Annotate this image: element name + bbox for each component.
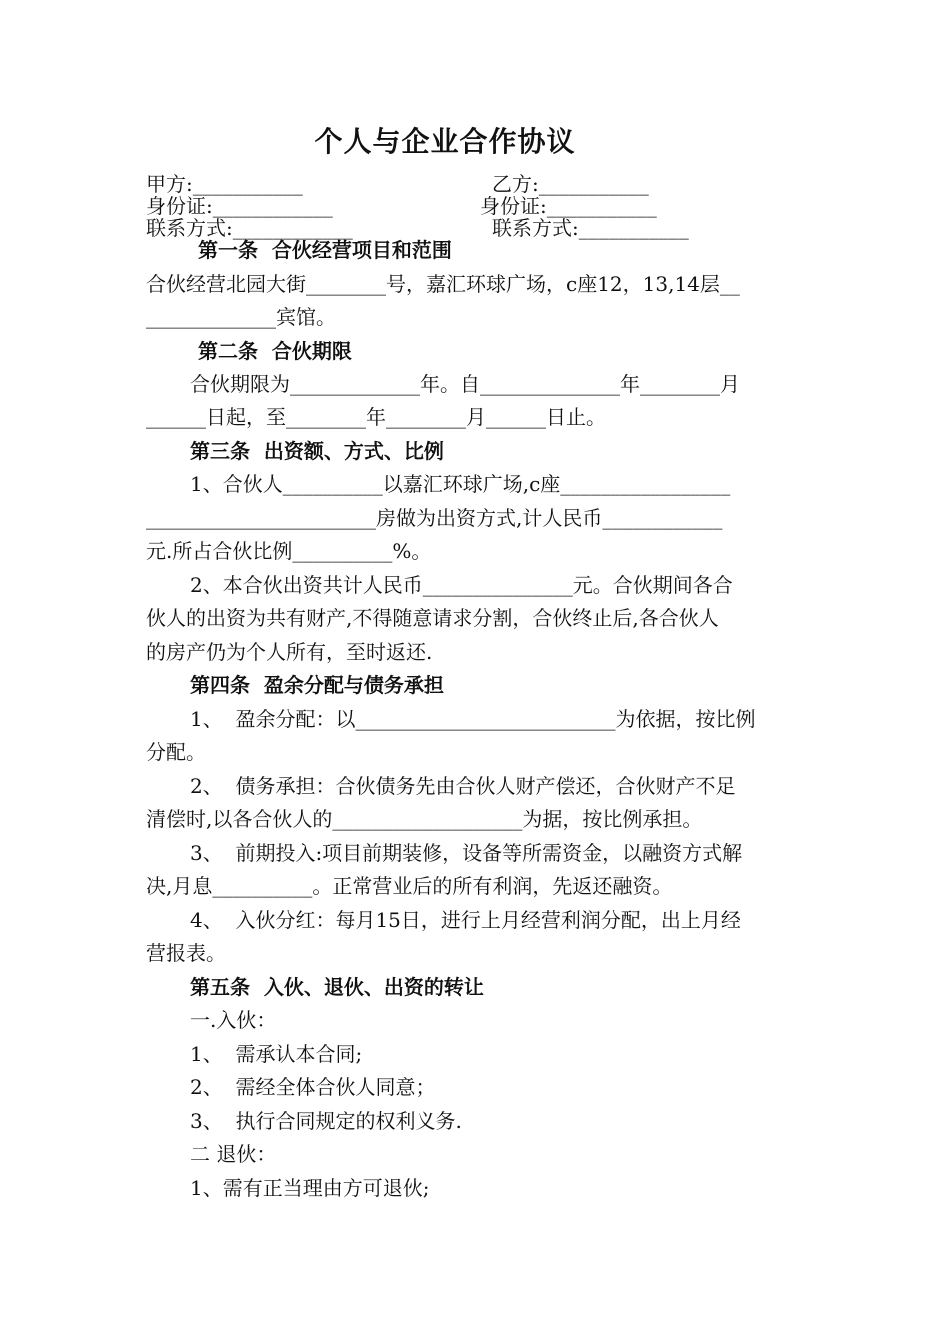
article3-line: 1、合伙人__________以嘉汇环球广场,c座_________________ (190, 472, 731, 496)
article5-line: 1、 需承认本合同; (190, 1042, 363, 1066)
article3-line: _______________________房做为出资方式,计人民币____________ (146, 506, 723, 530)
article3-line: 2、本合伙出资共计人民币_______________元。合伙期间各合 (190, 573, 733, 597)
article5-heading: 第五条 入伙、退伙、出资的转让 (190, 975, 484, 999)
article2-line: ______日起，至________年________月______日止。 (146, 405, 606, 429)
party-a-field: 甲方:___________ (146, 172, 303, 196)
article4-line: 2、 债务承担：合伙债务先由合伙人财产偿还，合伙财产不足 (190, 774, 736, 798)
article4-line: 清偿时,以各合伙人的___________________为据，按比例承担。 (146, 807, 703, 831)
article5-line: 2、 需经全体合伙人同意； (190, 1075, 436, 1099)
article3-line: 伙人的出资为共有财产,不得随意请求分割，合伙终止后,各合伙人 (146, 606, 719, 630)
article5-line: 1、需有正当理由方可退伙; (190, 1176, 430, 1200)
article1-heading: 第一条 合伙经营项目和范围 (198, 238, 452, 262)
party-a-contact-field: 联系方式:____________ (146, 216, 353, 240)
party-b-contact-field: 联系方式:___________ (492, 216, 689, 240)
article2-heading: 第二条 合伙期限 (198, 339, 352, 363)
article5-line: 二 退伙： (190, 1142, 277, 1166)
party-b-id-field: 身份证:___________ (480, 194, 657, 218)
article4-line: 营报表。 (146, 941, 226, 965)
document-title: 个人与企业合作协议 (314, 125, 576, 158)
article2-line: 合伙期限为_____________年。自______________年________月 (190, 372, 740, 396)
article4-line: 1、 盈余分配：以__________________________为依据，按比例 (190, 707, 756, 731)
article5-line: 一.入伙： (190, 1008, 277, 1032)
party-b-field: 乙方:___________ (492, 172, 649, 196)
article3-heading: 第三条 出资额、方式、比例 (190, 439, 444, 463)
article4-line: 决,月息__________。正常营业后的所有利润，先返还融资。 (146, 874, 673, 898)
article1-line: _____________宾馆。 (146, 305, 336, 329)
article4-line: 分配。 (146, 740, 206, 764)
article5-line: 3、 执行合同规定的权利义务. (190, 1109, 462, 1133)
article1-line: 合伙经营北园大街________号，嘉汇环球广场，c座12，13,14层__ (146, 272, 740, 296)
article4-line: 4、 入伙分红：每月15日，进行上月经营利润分配，出上月经 (190, 908, 741, 932)
article4-line: 3、 前期投入:项目前期装修，设备等所需资金，以融资方式解 (190, 841, 743, 865)
party-a-id-field: 身份证:____________ (146, 194, 333, 218)
article3-line: 元.所占合伙比例__________%。 (146, 539, 432, 563)
article4-heading: 第四条 盈余分配与债务承担 (190, 673, 444, 697)
article3-line: 的房产仍为个人所有，至时返还. (146, 640, 433, 664)
